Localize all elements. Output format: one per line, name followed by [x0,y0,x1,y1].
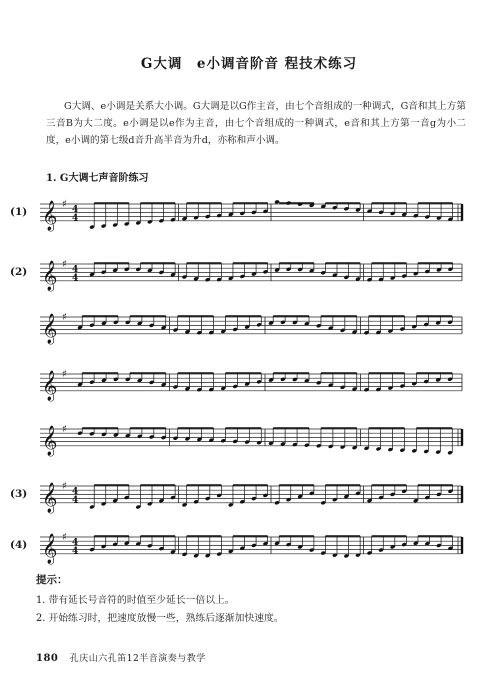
treble-clef-icon: 𝄞 [42,482,58,513]
sharp-icon: ♯ [62,532,67,543]
staff-row [0,525,498,571]
time-signature-top: 4 [72,264,79,275]
sharp-icon: ♯ [62,312,67,323]
treble-clef-icon: 𝄞 [42,200,58,231]
time-signature-bottom: 4 [72,213,79,224]
staff [40,252,468,298]
treble-clef-icon: 𝄞 [42,313,58,344]
staff [40,305,468,351]
staff [40,474,468,520]
hint-line-1: 1. 带有延长号音符的时值至少延长一倍以上。 [36,595,235,606]
staff-row [0,474,498,520]
treble-clef-icon: 𝄞 [42,260,58,291]
treble-clef-icon: 𝄞 [42,425,58,456]
hints-title: 提示： [36,574,68,586]
staff-row [0,192,498,238]
time-signature-bottom: 4 [72,273,79,284]
page-title: G大调 e小调音阶音 程技术练习 [140,56,358,72]
sharp-icon: ♯ [62,424,67,435]
exercise-label: (4) [10,539,28,551]
staff [40,417,468,463]
treble-clef-icon: 𝄞 [42,533,58,564]
staff-row [0,362,498,408]
staff [40,192,468,238]
treble-clef-icon: 𝄞 [42,370,58,401]
sharp-icon: ♯ [62,259,67,270]
hint-line-2: 2. 开始练习时，把速度放慢一些，熟练后逐渐加快速度。 [36,613,284,624]
staff [40,525,468,571]
page-footer [36,651,206,664]
time-signature-bottom: 4 [72,495,79,506]
sharp-icon: ♯ [62,369,67,380]
staff-row [0,417,498,463]
exercise-label: (3) [10,488,28,500]
time-signature-top: 4 [72,486,79,497]
page-number: 180 [36,653,59,664]
sharp-icon: ♯ [62,481,67,492]
exercise-label: (2) [10,266,28,278]
time-signature-top: 4 [72,204,79,215]
sharp-icon: ♯ [62,199,67,210]
note-head [274,199,280,204]
book-title: 孔庆山六孔笛12半音演奏与教学 [69,654,206,664]
time-signature-top: 4 [72,537,79,548]
staff-row [0,252,498,298]
intro-paragraph: G大调、e小调是关系大小调。G大调是以G作主音，由七个音组成的一种调式，G音和其上方第三音B为大二度。e小调是以e作为主音，由七个音组成的一种调式，e音和其上方第一音g为小二度，e小调的第七级d音升高半音为升d，亦称和声小调。 [46,101,466,146]
exercise-label: (1) [10,206,28,218]
time-signature-bottom: 4 [72,546,79,557]
staff-row [0,305,498,351]
staff [40,362,468,408]
section-heading: 1. G大调七声音阶练习 [46,173,149,184]
